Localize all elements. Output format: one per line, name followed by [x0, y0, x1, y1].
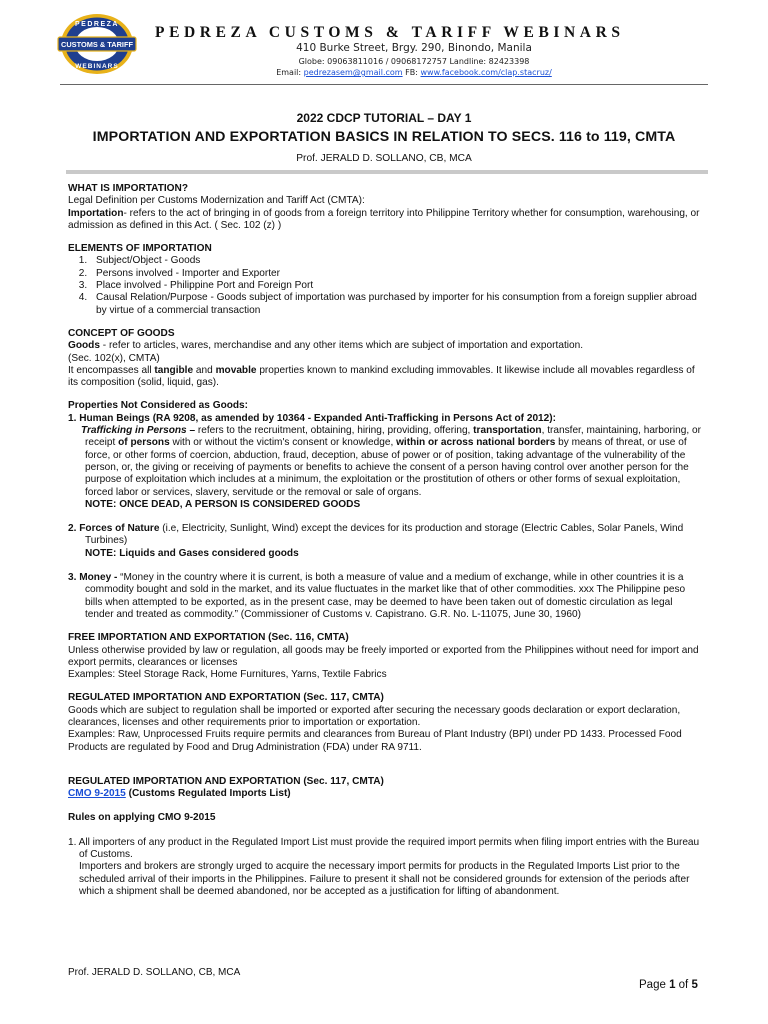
text-fragment: with or without the victim's consent or knowledge,: [169, 437, 397, 449]
rule-1-continuation: Importers and brokers are strongly urged to acquire the necessary import permits for products in the Regulated Imports List prior to the scheduled arrival of their imports in the Philippines. Failure to present it shall not be considered grounds for extension of the periods after which a shipment shall be deemed abandoned, nor be accepted as a justification for lifting of abandonment.: [79, 861, 690, 897]
organization-address: 410 Burke Street, Brgy. 290, Binondo, Manila: [296, 42, 532, 54]
cmo-description: (Customs Regulated Imports List): [125, 788, 291, 800]
text-fragment: and: [193, 364, 216, 376]
logo-text-mid: CUSTOMS & TARIFF: [61, 40, 133, 49]
tutorial-day-title: 2022 CDCP TUTORIAL – DAY 1: [296, 111, 472, 125]
emphasis: of persons: [118, 437, 170, 449]
cmo-link[interactable]: CMO 9-2015: [68, 788, 126, 800]
section-heading: REGULATED IMPORTATION AND EXPORTATION (Sec. 117, CMTA): [68, 692, 384, 704]
email-link[interactable]: pedrezasem@gmail.com: [303, 68, 403, 77]
logo-text-bottom: WEBINARS: [75, 63, 119, 70]
logo-text-top: PEDREZA: [75, 21, 119, 28]
list-item: 3. Place involved - Philippine Port and Foreign Port: [90, 280, 702, 292]
facebook-link[interactable]: www.facebook.com/clap.stacruz/: [420, 68, 552, 77]
spacer: [68, 825, 702, 837]
money-paragraph: [68, 572, 702, 621]
text-fragment: properties known to mankind excluding immovables. It likewise include all movables regardless of its composition (solid, liquid, gas).: [68, 364, 695, 389]
trafficking-term: Trafficking in Persons –: [81, 425, 196, 437]
text-fragment: by means of threat, or use of force, or other forms of coercion, abduction, fraud, deception, abuse of power or of position, taking advantage of the vulnerability of the person, or, the giving or receiving of payments or benefits to achieve the consent of a person having control over another person for the purpose of exploitation which includes at a minimum, the exploitation or the prostitution of others or other forms of sexual exploitation, forced labor or services, slavery, servitude or the removal or sale of organs.: [85, 437, 689, 498]
header-divider: [60, 84, 708, 85]
trafficking-definition: [68, 425, 702, 499]
emphasis-tangible: tangible: [154, 364, 194, 376]
importation-definition: [68, 208, 702, 233]
goods-section-ref: (Sec. 102(x), CMTA): [68, 352, 160, 364]
free-importation-examples: Examples: Steel Storage Rack, Home Furnitures, Yarns, Textile Fabrics: [68, 669, 387, 681]
regulated-examples: Examples: Raw, Unprocessed Fruits require permits and clearances from Bureau of Plant Industry (BPI) under PD 1433. Processed Food Products are regulated by Food and Drug Administration (FDA) under RA 9711.: [68, 729, 682, 753]
spacer: [68, 560, 702, 572]
text-fragment: It encompasses all: [68, 364, 155, 376]
page-total: 5: [691, 979, 698, 991]
fb-label: FB:: [405, 68, 418, 77]
section-what-is-importation: [68, 183, 702, 232]
organization-phone: Globe: 09063811016 / 09068172757 Landline: 82423398: [298, 57, 530, 66]
page-number: 1: [669, 979, 676, 991]
forces-of-nature: [68, 523, 702, 548]
legal-definition-line: Legal Definition per Customs Modernization and Tariff Act (CMTA):: [68, 195, 365, 207]
author-line: Prof. JERALD D. SOLLANO, CB, MCA: [296, 153, 472, 164]
organization-name: PEDREZA CUSTOMS & TARIFF WEBINARS: [155, 24, 625, 41]
section-free-importation: [68, 632, 702, 681]
emphasis: within or across national borders: [396, 437, 556, 449]
organization-contact-line: [0, 68, 768, 77]
section-heading: ELEMENTS OF IMPORTATION: [68, 243, 212, 255]
text-fragment: , transfer, maintaining, harboring, or receipt: [85, 425, 701, 449]
list-item: 2. Persons involved - Importer and Exporter: [90, 268, 702, 280]
forces-term: Forces of Nature: [79, 523, 160, 535]
section-heading: REGULATED IMPORTATION AND EXPORTATION (Sec. 117, CMTA): [68, 775, 384, 787]
goods-encompasses: [68, 365, 702, 390]
page-indicator: [639, 979, 698, 991]
emphasis: transportation: [473, 425, 542, 437]
item-number: 2.: [68, 523, 80, 535]
section-not-goods: [68, 400, 702, 621]
list-item: 4. Causal Relation/Purpose - Goods subject of importation was purchased by importer for his consumption from a foreign supplier abroad by virtue of a commercial transaction: [90, 292, 702, 317]
rule-1: 1. All importers of any product in the Regulated Import List must provide the required import permits when filing import entries with the Bureau of Customs.: [68, 836, 700, 861]
free-importation-text: Unless otherwise provided by law or regulation, all goods may be freely imported or exported from the Philippines without need for import and export permits, clearances or licenses: [68, 644, 699, 668]
section-regulated-cmo: [68, 776, 702, 898]
title-divider: [66, 170, 708, 174]
text-fragment: “Money in the country where it is current, is both a measure of value and a medium of exchange, while in other countries it is a commodity bought and sold in the market, and its value fluctuates in the market like that of other commodities. xxx The Philippine peso bills when attempted to be exported, as in the present case, may be deemed to have been taken out of domestic circulation as legal tender and treated as commodity.” (Commissioner of Customs v. Capistrano. G.R. No. L-11075, June 30, 1960): [85, 572, 686, 620]
section-heading: FREE IMPORTATION AND EXPORTATION (Sec. 116, CMTA): [68, 632, 349, 644]
email-label: Email:: [276, 68, 302, 77]
list-item: 1. Subject/Object - Goods: [90, 255, 702, 267]
emphasis-movable: movable: [215, 364, 257, 376]
note-dead-person: NOTE: ONCE DEAD, A PERSON IS CONSIDERED GOODS: [85, 498, 361, 510]
footer-author: Prof. JERALD D. SOLLANO, CB, MCA: [68, 967, 241, 978]
section-heading: WHAT IS IMPORTATION?: [68, 183, 188, 194]
document-main-title: IMPORTATION AND EXPORTATION BASICS IN RELATION TO SECS. 116 to 119, CMTA: [92, 129, 676, 145]
spacer: [68, 511, 702, 523]
human-beings-heading: 1. Human Beings (RA 9208, as amended by 10364 - Expanded Anti-Trafficking in Persons Act of 2012):: [68, 412, 557, 424]
money-term: 3. Money -: [68, 572, 118, 584]
cmo-line: [68, 788, 702, 800]
importation-term: Importation: [68, 207, 124, 219]
regulated-text: Goods which are subject to regulation shall be imported or exported after securing the necessary goods declaration or export declaration, clearances, licenses and other requirements prior to importation or exportation.: [68, 704, 681, 728]
section-regulated-importation: [68, 692, 702, 753]
goods-term: Goods: [68, 340, 100, 352]
note-liquids-gases: NOTE: Liquids and Gases considered goods: [85, 547, 299, 559]
section-heading: CONCEPT OF GOODS: [68, 327, 175, 339]
importation-definition-text: - refers to the act of bringing in of goods from a foreign territory into Philippine Territory whether for consumption, warehousing, or admission as defined in this Act. ( Sec. 102 (z) ): [68, 207, 700, 231]
of-word: of: [675, 979, 692, 991]
text-fragment: (i.e, Electricity, Sunlight, Wind) except the devices for its production and storage (Electric Cables, Solar Panels, Wind Turbines): [85, 523, 684, 547]
document-body: [68, 183, 702, 898]
goods-definition: [68, 340, 702, 352]
elements-list: [68, 255, 702, 316]
section-concept-of-goods: [68, 328, 702, 389]
spacer: [68, 800, 702, 812]
section-heading: Properties Not Considered as Goods:: [68, 400, 249, 412]
rules-heading: Rules on applying CMO 9-2015: [68, 812, 216, 824]
text-fragment: refers to the recruitment, obtaining, hiring, providing, offering,: [195, 425, 474, 437]
goods-definition-text: - refer to articles, wares, merchandise and any other items which are subject of importation and exportation.: [99, 340, 584, 352]
page-word: Page: [639, 979, 670, 991]
section-elements: [68, 243, 702, 317]
